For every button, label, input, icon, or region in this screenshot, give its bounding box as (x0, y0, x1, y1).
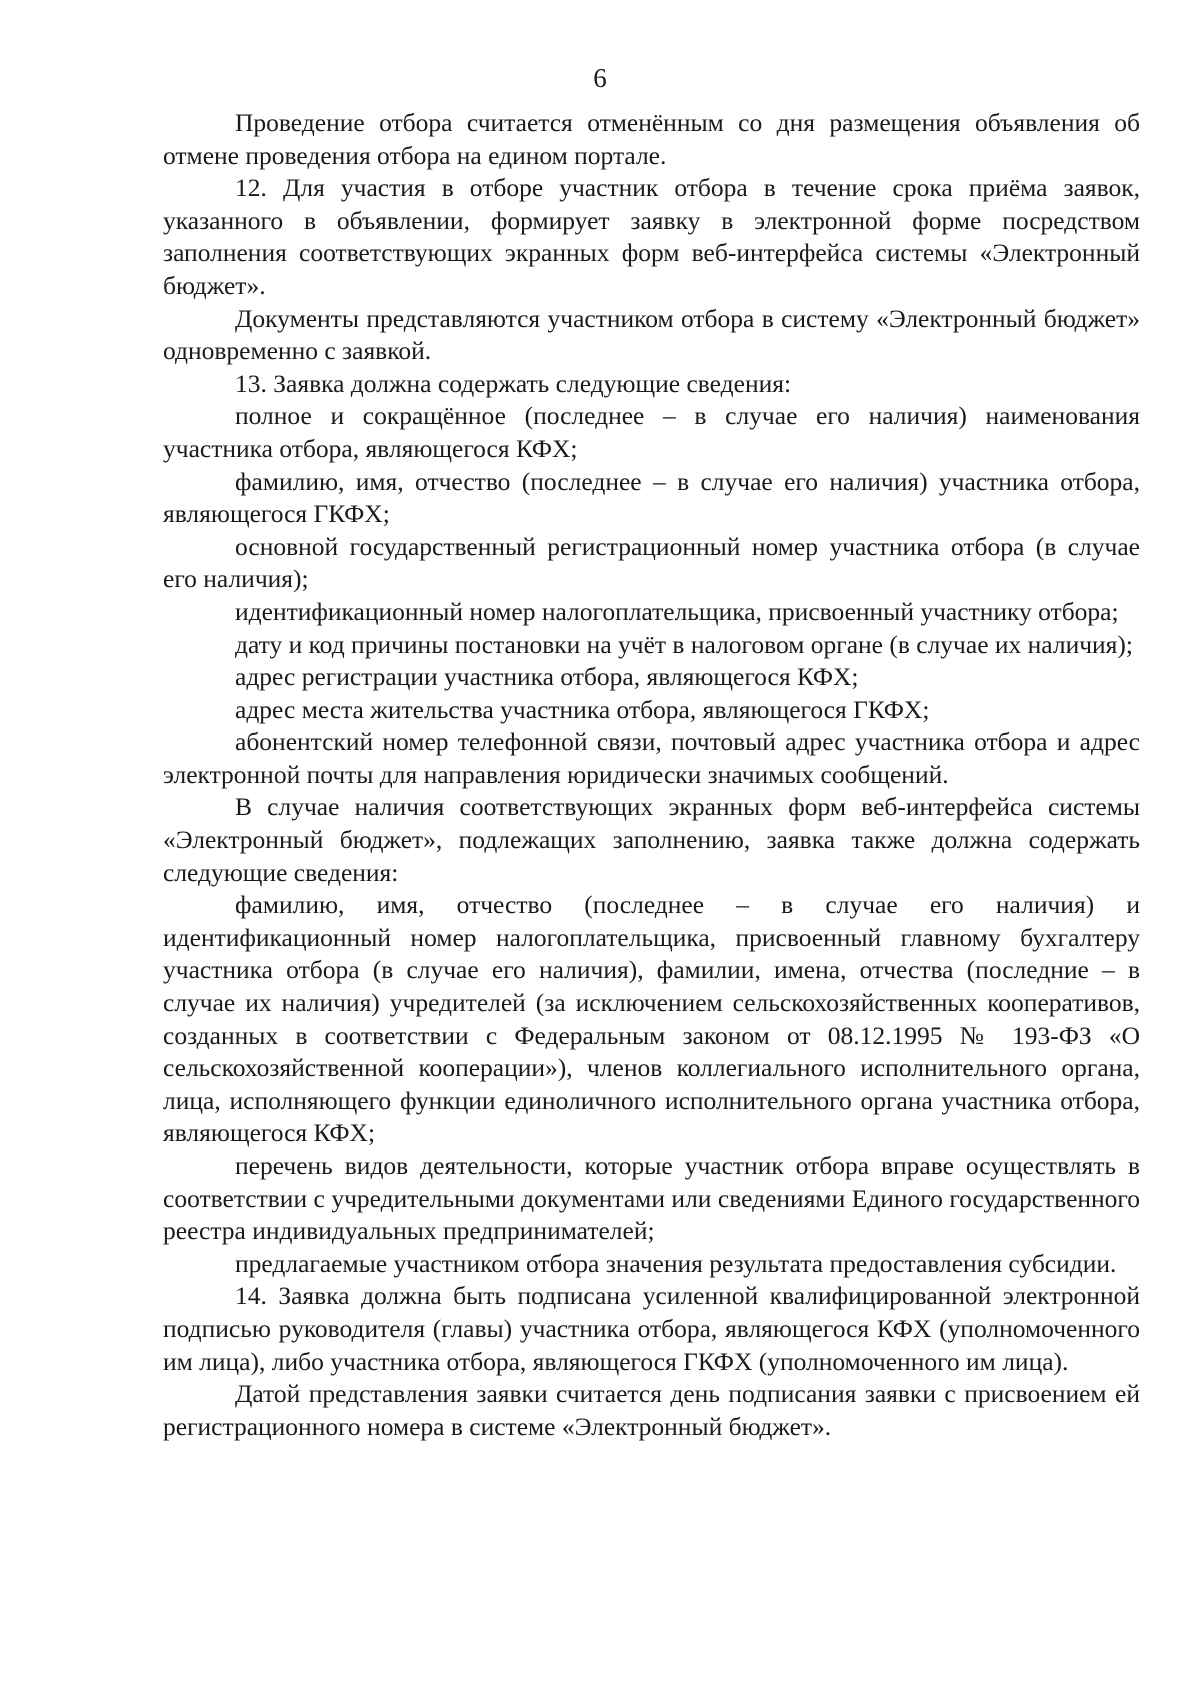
paragraph-item-12: 12. Для участия в отборе участник отбора в течение срока приёма заявок, указанного в объявлении, формирует заявку в электронной форме посредством заполнения соответствующих экранных форм веб-интерфейса системы «Электронный бюджет». (163, 173, 1140, 300)
paragraph-submission-date: Датой представления заявки считается день подписания заявки с присвоением ей регистрационного номера в системе «Электронный бюджет». (163, 1379, 1140, 1441)
list-item-activities: перечень видов деятельности, которые участник отбора вправе осуществлять в соответствии с учредительными документами или сведениями Единого государственного реестра индивидуальных предпринимателей; (163, 1151, 1140, 1246)
paragraph-item-13: 13. Заявка должна содержать следующие сведения: (235, 368, 792, 398)
page-number: 6 (593, 63, 607, 93)
list-item-person-name: фамилию, имя, отчество (последнее – в случае его наличия) участника отбора, являющегося ГКФХ; (163, 466, 1140, 529)
paragraph-selection-cancelled: Проведение отбора считается отменённым со дня размещения объявления об отмене проведения отбора на едином портале. (163, 108, 1140, 170)
list-item-inn: идентификационный номер налогоплательщика, присвоенный участнику отбора; (235, 596, 1119, 626)
list-item-contacts: абонентский номер телефонной связи, почтовый адрес участника отбора и адрес электронной почты для направления юридически значимых сообщений. (163, 727, 1140, 789)
document-body (163, 107, 1140, 1443)
list-item-full-name: полное и сокращённое (последнее – в случае его наличия) наименования участника отбора, являющегося КФХ; (163, 401, 1140, 463)
list-item-kpp: дату и код причины постановки на учёт в налоговом органе (в случае их наличия); (235, 629, 1133, 659)
paragraph-documents-submission: Документы представляются участником отбора в систему «Электронный бюджет» одновременно с заявкой. (163, 303, 1140, 366)
list-item-ogrn: основной государственный регистрационный номер участника отбора (в случае его наличия); (163, 531, 1140, 594)
paragraph-additional-info: В случае наличия соответствующих экранных форм веб-интерфейса системы «Электронный бюджет», подлежащих заполнению, заявка также должна содержать следующие сведения: (163, 792, 1140, 887)
list-item-accountant-founders: фамилию, имя, отчество (последнее – в случае его наличия) и идентификационный номер налогоплательщика, присвоенный главному бухгалтеру участника отбора (в случае его наличия), фамилии, имена, отчества (последние – в случае их наличия) учредителей (за исключением сельскохозяйственных кооперативов, созданных в соответствии с Федеральным законом от 08.12.1995 № 193-ФЗ «О сельскохозяйственной кооперации»), членов коллегиального исполнительного органа, лица, исполняющего функции единоличного исполнительного органа участника отбора, являющегося КФХ; (163, 890, 1140, 1148)
list-item-result-values: предлагаемые участником отбора значения результата предоставления субсидии. (235, 1248, 1117, 1278)
list-item-registration-address: адрес регистрации участника отбора, являющегося КФХ; (235, 662, 859, 692)
paragraph-item-14: 14. Заявка должна быть подписана усиленной квалифицированной электронной подписью руководителя (главы) участника отбора, являющегося КФХ (уполномоченного им лица), либо участника отбора, являющегося ГКФХ (уполномоченного им лица). (163, 1281, 1140, 1376)
list-item-residence-address: адрес места жительства участника отбора, являющегося ГКФХ; (235, 694, 930, 724)
